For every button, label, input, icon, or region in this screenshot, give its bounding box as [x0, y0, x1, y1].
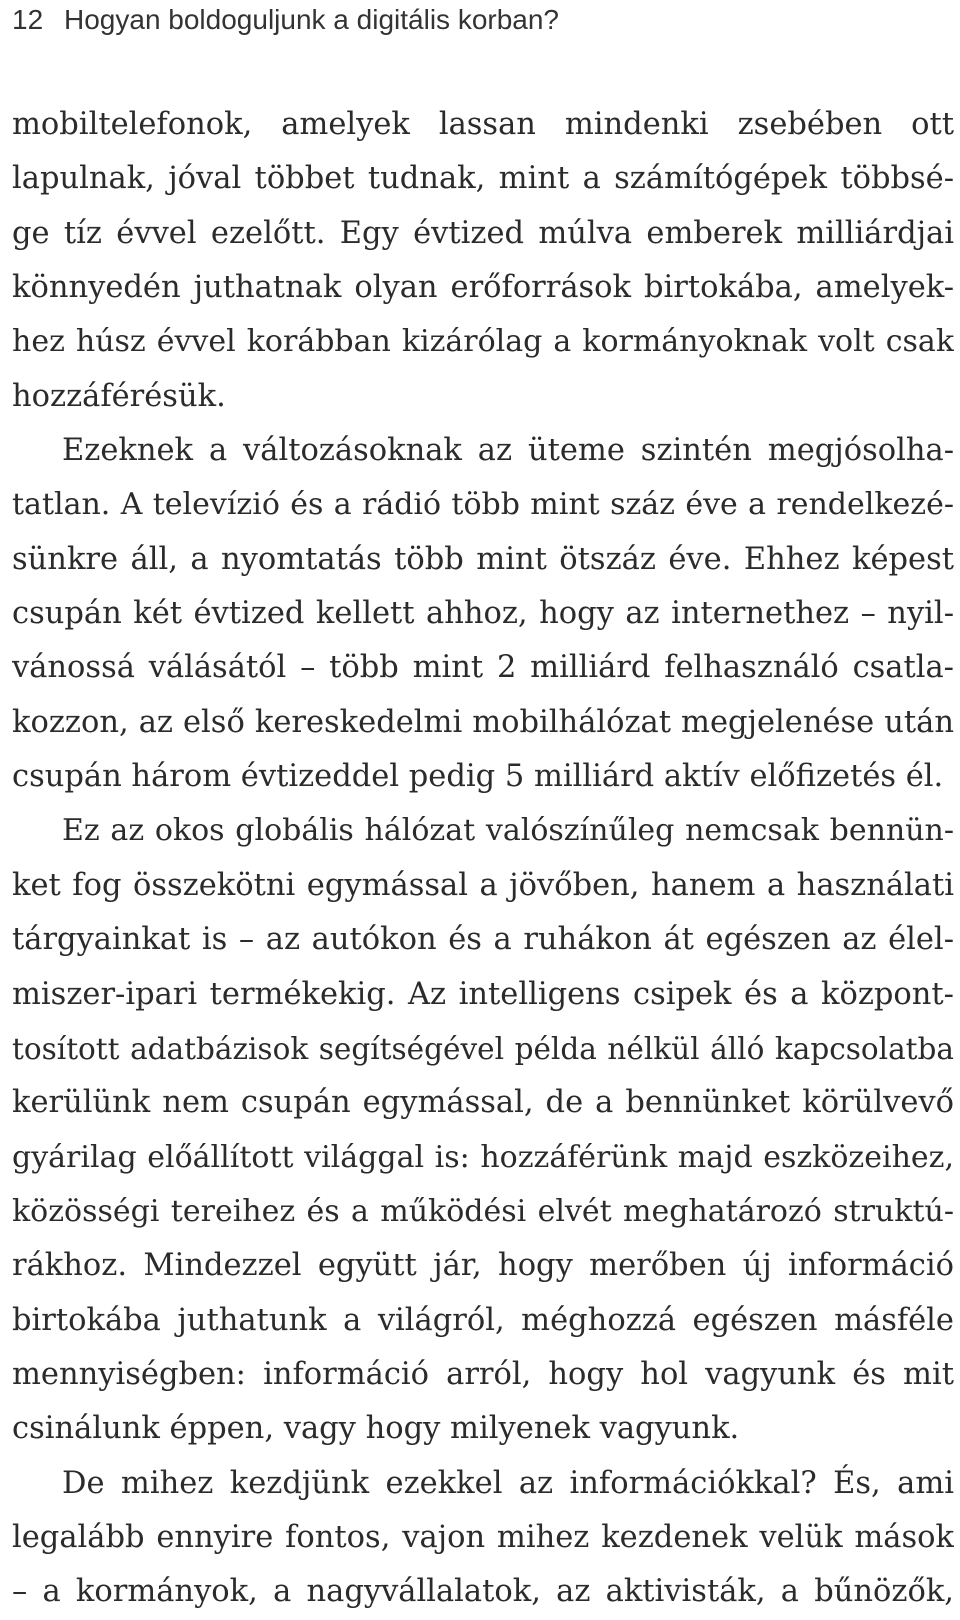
text-line: csinálunk éppen, vagy hogy milyenek vagyunk.: [12, 1411, 740, 1447]
text-line: tatlan. A televízió és a rádió több mint száz éve a rendelkezé-: [12, 487, 954, 523]
text-line: tosított adatbázisok segítségével példa nélkül álló kapcsolatba: [12, 1031, 954, 1066]
text-line: mennyiségben: információ arról, hogy hol vagyunk és mit: [12, 1356, 954, 1392]
text-line: miszer-ipari termékekig. Az intelligens csipek és a központ-: [12, 976, 954, 1012]
text-line: Ezeknek a változásoknak az üteme szintén megjósolha-: [62, 433, 954, 469]
text-line: lapulnak, jóval többet tudnak, mint a számítógépek többsé-: [12, 161, 954, 197]
text-line: sünkre áll, a nyomtatás több mint ötszáz éve. Ehhez képest: [12, 541, 954, 577]
running-header: [12, 0, 559, 40]
text-line: – a kormányok, a nagyvállalatok, az aktivisták, a bűnözők,: [12, 1574, 954, 1610]
text-line: csupán két évtized kellett ahhoz, hogy az internethez – nyil-: [12, 596, 954, 632]
text-line: kozzon, az első kereskedelmi mobilhálózat megjelenése után: [12, 704, 954, 740]
text-line: Ez az okos globális hálózat valószínűleg nemcsak bennün-: [62, 813, 954, 849]
text-line: De mihez kezdjünk ezekkel az információkkal? És, ami: [62, 1465, 954, 1501]
text-line: hez húsz évvel korábban kizárólag a kormányoknak volt csak: [12, 324, 954, 360]
text-line: csupán három évtizeddel pedig 5 milliárd aktív előfizetés él.: [12, 759, 944, 795]
text-line: tárgyainkat is – az autókon és a ruhákon át egészen az élel-: [12, 922, 954, 958]
text-line: hozzáférésük.: [12, 378, 226, 414]
text-line: kerülünk nem csupán egymással, de a bennünket körülvevő: [12, 1085, 954, 1121]
text-line: legalább ennyire fontos, vajon mihez kezdenek velük mások: [12, 1519, 954, 1555]
page-number: 12: [12, 4, 44, 35]
text-line: ge tíz évvel ezelőtt. Egy évtized múlva emberek milliárdjai: [12, 215, 954, 251]
text-line: könnyedén juthatnak olyan erőforrások birtokába, amelyek-: [12, 270, 954, 306]
text-line: rákhoz. Mindezzel együtt jár, hogy merőben új információ: [12, 1248, 954, 1284]
text-line: mobiltelefonok, amelyek lassan mindenki zsebében ott: [12, 107, 954, 142]
text-line: vánossá válásától – több mint 2 milliárd felhasználó csatla-: [12, 650, 954, 686]
text-line: birtokába juthatunk a világról, méghozzá egészen másféle: [12, 1302, 954, 1338]
body-text: [12, 98, 954, 1620]
text-line: gyárilag előállított világgal is: hozzáférünk majd eszközeihez,: [12, 1139, 954, 1175]
text-line: közösségi tereihez és a működési elvét meghatározó struktú-: [12, 1193, 954, 1229]
running-title: Hogyan boldoguljunk a digitális korban?: [64, 4, 560, 35]
text-line: ket fog összekötni egymással a jövőben, hanem a használati: [12, 867, 954, 903]
